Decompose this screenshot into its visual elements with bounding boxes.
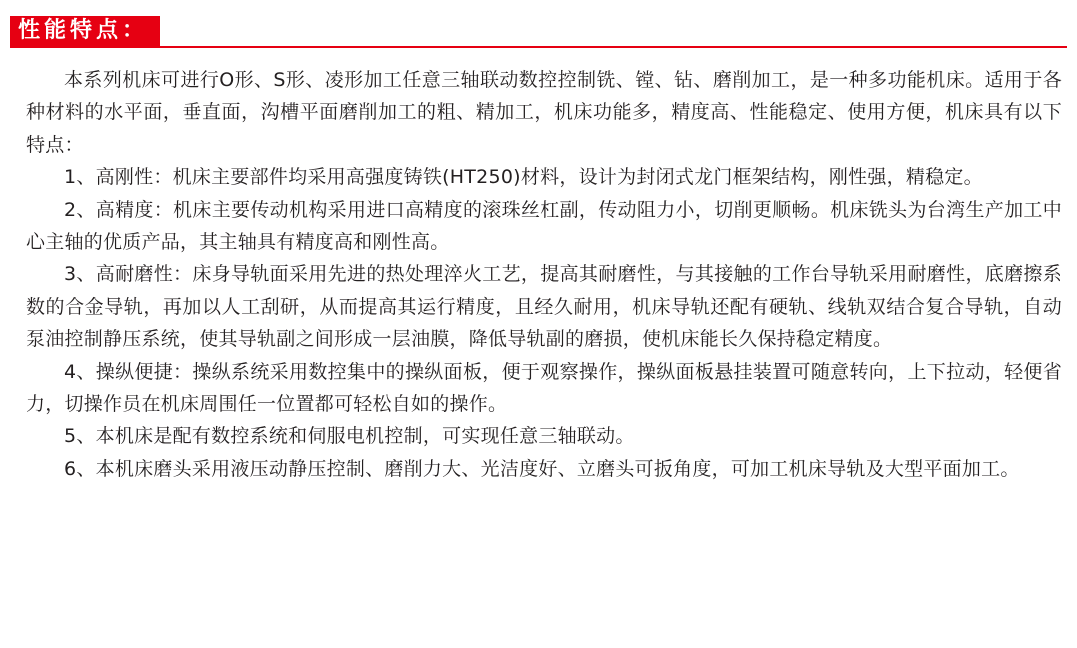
feature-item-precision: 2、高精度：机床主要传动机构采用进口高精度的滚珠丝杠副，传动阻力小，切削更顺畅。机床铣头为台湾生产加工中心主轴的优质产品，其主轴具有精度高和刚性高。 — [26, 198, 1062, 254]
feature-item-grinding-head: 6、本机床磨头采用液压动静压控制、磨削力大、光洁度好、立磨头可扳角度，可加工机床导轨及大型平面加工。 — [64, 457, 1020, 480]
feature-item-wear-resistance: 3、高耐磨性：床身导轨面采用先进的热处理淬火工艺，提高其耐磨性，与其接触的工作台导轨采用耐磨性，底磨擦系数的合金导轨，再加以人工刮研，从而提高其运行精度，且经久耐用，机床导轨还配有硬轨、线轨双结合复合导轨，自动泵油控制静压系统，使其导轨副之间形成一层油膜，降低导轨副的磨损，使机床能长久保持稳定精度。 — [26, 263, 1062, 351]
feature-item-operation: 4、操纵便捷：操纵系统采用数控集中的操纵面板，便于观察操作，操纵面板悬挂装置可随意转向，上下拉动，轻便省力，切操作员在机床周围任一位置都可轻松自如的操作。 — [26, 360, 1062, 416]
intro-paragraph: 本系列机床可进行O形、S形、凌形加工任意三轴联动数控控制铣、镗、钻、磨削加工，是一种多功能机床。适用于各种材料的水平面，垂直面，沟槽平面磨削加工的粗、精加工，机床功能多，精度高、性能稳定、使用方便，机床具有以下特点： — [26, 69, 1062, 156]
feature-description — [26, 64, 1062, 485]
feature-item-rigidity: 1、高刚性：机床主要部件均采用高强度铸铁(HT250)材料，设计为封闭式龙门框架结构，刚性强，精稳定。 — [64, 166, 983, 189]
title-divider — [10, 46, 1067, 48]
feature-item-cnc-control: 5、本机床是配有数控系统和伺服电机控制，可实现任意三轴联动。 — [64, 425, 635, 448]
section-title: 性能特点： — [10, 16, 160, 46]
